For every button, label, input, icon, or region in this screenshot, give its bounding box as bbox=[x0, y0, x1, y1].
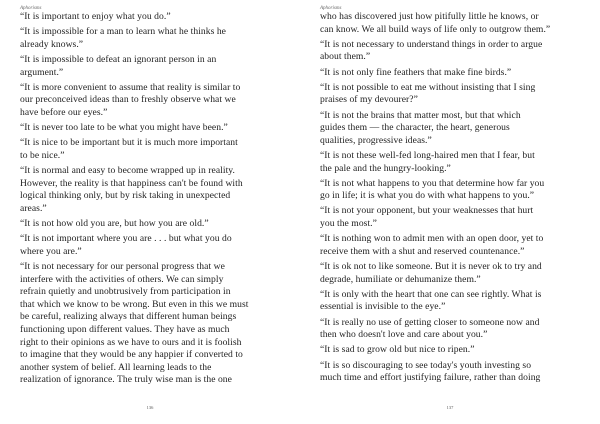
text-line: “It is not only fine feathers that make fine birds.” bbox=[320, 66, 512, 78]
quote-paragraph bbox=[320, 67, 595, 80]
quote-paragraph bbox=[320, 289, 595, 314]
text-line: areas.” bbox=[20, 202, 47, 214]
text-line: much time and effort justifying failure, rather than doing bbox=[320, 372, 541, 384]
running-header: Aphorisms bbox=[20, 6, 42, 11]
text-line: However, the reality is that happiness can't be found with bbox=[20, 177, 243, 189]
text-line: you the most.” bbox=[320, 218, 377, 230]
text-line: who has discovered just how pitifully little he knows, or bbox=[320, 11, 539, 22]
text-line: “It is really no use of getting closer to someone now and bbox=[320, 316, 540, 328]
text-line: “It is impossible to defeat an ignorant person in an bbox=[20, 53, 217, 65]
text-line: praises of my devourer?” bbox=[320, 94, 418, 106]
quote-paragraph bbox=[320, 150, 595, 175]
text-line: to imagine that they would be any happier if converted to bbox=[20, 349, 243, 361]
text-line: “It is more convenient to assume that reality is similar to bbox=[20, 81, 241, 93]
text-line: then who doesn't love and care about you.” bbox=[320, 329, 488, 341]
running-header: Aphorisms bbox=[320, 6, 342, 11]
text-line: right to their opinions as we have to ours and it is foolish bbox=[20, 336, 242, 348]
text-line: functioning upon different values. They have as much bbox=[20, 324, 230, 335]
page-number: 137 bbox=[446, 405, 454, 410]
text-line: guides them — the character, the heart, generous bbox=[320, 122, 510, 134]
text-line: degrade, humiliate or dehumanize them.” bbox=[320, 273, 481, 285]
text-line: about them.” bbox=[320, 51, 371, 63]
quote-paragraph bbox=[320, 82, 595, 107]
text-line: “It is normal and easy to become wrapped up in reality. bbox=[20, 165, 235, 177]
quote-paragraph bbox=[320, 317, 595, 342]
text-line: where you are.” bbox=[20, 245, 82, 257]
text-line: “It is not necessary for our personal progress that we bbox=[20, 261, 225, 273]
text-line: “It is nice to be important but it is much more important bbox=[20, 137, 238, 149]
text-line: realization of ignorance. The truly wise man is the one bbox=[20, 374, 232, 386]
text-line: “It is not these well-fed long-haired men that I fear, but bbox=[320, 149, 535, 161]
text-line: essential is invisible to the eye.” bbox=[320, 301, 446, 313]
quote-paragraph bbox=[20, 261, 295, 387]
text-line: “It is not your opponent, but your weaknesses that hurt bbox=[320, 205, 534, 217]
quote-paragraph bbox=[20, 137, 295, 162]
text-line: be careful, realizing always that different human beings bbox=[20, 311, 237, 323]
quote-paragraph bbox=[320, 39, 595, 64]
quote-paragraph bbox=[20, 11, 295, 24]
text-line: “It is not the brains that matter most, but that which bbox=[320, 109, 521, 121]
text-line: “It is impossible for a man to learn what he thinks he bbox=[20, 26, 226, 38]
text-line: “It is sad to grow old but nice to ripen.” bbox=[320, 344, 475, 356]
quote-paragraph bbox=[320, 178, 595, 203]
text-line: logical thinking only, but by risk taking in unexpected bbox=[20, 190, 231, 202]
quote-paragraph bbox=[320, 110, 595, 148]
quote-paragraph bbox=[320, 344, 595, 357]
text-line: interfere with the activities of others. We can simply bbox=[20, 273, 224, 285]
quote-paragraph bbox=[320, 11, 595, 36]
text-line: “It is nothing won to admit men with an open door, yet to bbox=[320, 233, 544, 245]
text-line: refrain quietly and unobtrusively from participation in bbox=[20, 286, 231, 298]
text-line: qualities, progressive ideas.” bbox=[320, 134, 432, 146]
text-line: our preconceived ideas than to freshly observe what we bbox=[20, 94, 236, 106]
text-line: “It is not what happens to you that determine how far you bbox=[320, 177, 545, 189]
text-line: “It is never too late to be what you might have been.” bbox=[20, 122, 228, 134]
text-line: “It is not important where you are . . . but what you do bbox=[20, 233, 232, 245]
text-line: receive them with a shut and reserved countenance.” bbox=[320, 245, 525, 257]
text-line: to be nice.” bbox=[20, 149, 65, 161]
quote-paragraph bbox=[20, 26, 295, 51]
text-line: can know. We all build ways of life only to outgrow them.” bbox=[320, 23, 551, 35]
text-line: “It is not how old you are, but how you are old.” bbox=[20, 218, 209, 230]
text-line: the pale and the hungry-looking.” bbox=[320, 162, 451, 174]
text-line: “It is important to enjoy what you do.” bbox=[20, 11, 171, 22]
text-line: “It is only with the heart that one can see rightly. What is bbox=[320, 288, 542, 300]
text-line: “It is ok not to like someone. But it is never ok to try and bbox=[320, 261, 542, 273]
text-line: “It is so discouraging to see today's youth investing so bbox=[320, 359, 532, 371]
text-line: have before our eyes.” bbox=[20, 106, 108, 118]
quote-paragraph bbox=[320, 261, 595, 286]
text-line: another system of belief. All learning leads to the bbox=[20, 361, 212, 373]
page-body bbox=[320, 11, 595, 387]
quote-paragraph bbox=[20, 233, 295, 258]
quote-paragraph bbox=[20, 122, 295, 135]
text-line: that which we know to be wrong. But even in this we must bbox=[20, 298, 249, 310]
quote-paragraph bbox=[320, 360, 595, 385]
quote-paragraph bbox=[20, 82, 295, 120]
quote-paragraph bbox=[20, 165, 295, 215]
text-line: “It is not possible to eat me without insisting that I sing bbox=[320, 81, 536, 93]
quote-paragraph bbox=[320, 233, 595, 258]
quote-paragraph bbox=[20, 54, 295, 79]
page-body bbox=[20, 11, 295, 390]
text-line: go in life; it is what you do with what happens to you.” bbox=[320, 190, 535, 202]
text-line: already knows.” bbox=[20, 38, 84, 50]
text-line: argument.” bbox=[20, 66, 64, 78]
quote-paragraph bbox=[320, 205, 595, 230]
right-page bbox=[300, 0, 600, 424]
text-line: “It is not necessary to understand things in order to argue bbox=[320, 38, 543, 50]
page-number: 136 bbox=[146, 405, 154, 410]
quote-paragraph bbox=[20, 218, 295, 231]
